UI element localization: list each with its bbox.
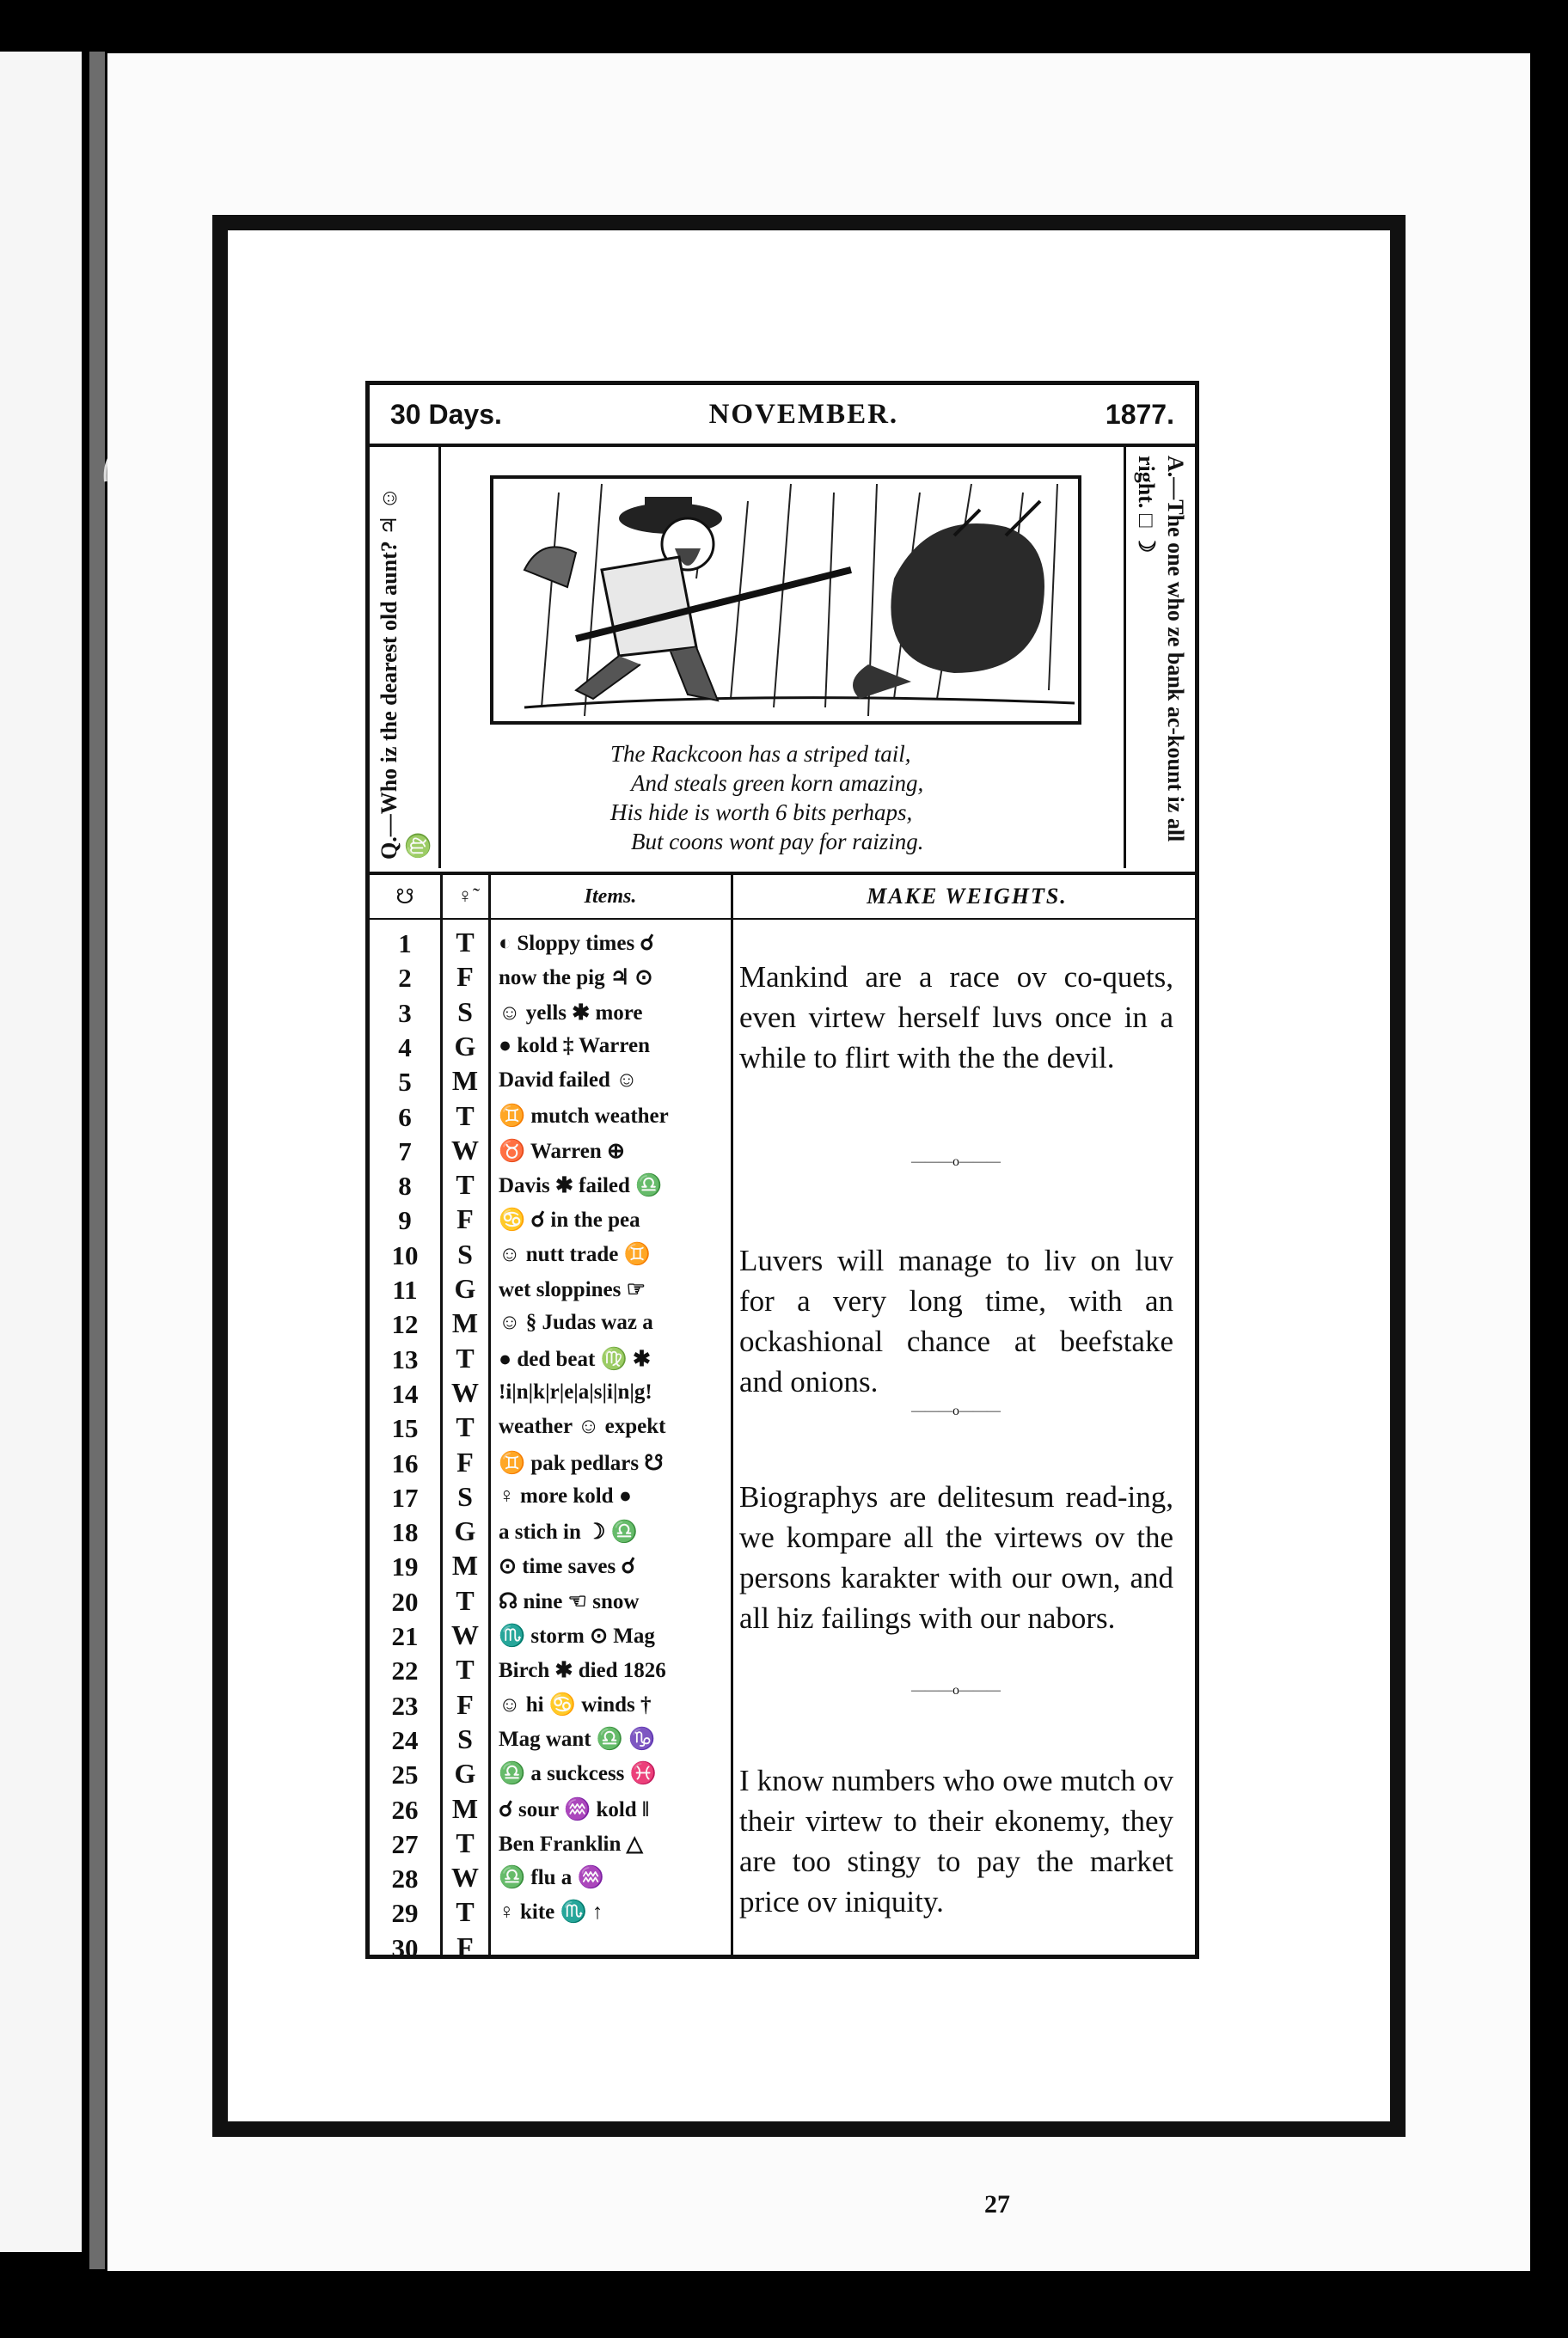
day-item: ☺ nutt trade ♊: [499, 1242, 651, 1266]
days-count: 30 Days.: [390, 398, 502, 430]
weekday-letter: T: [456, 1584, 475, 1616]
weekday-letter: W: [451, 1619, 479, 1650]
day-item: David failed ☺: [499, 1068, 638, 1092]
weekday-letter: G: [454, 1273, 476, 1304]
day-number: 4: [398, 1031, 412, 1062]
day-number: 10: [391, 1239, 419, 1270]
almanac-panel: [365, 381, 1199, 1963]
day-number: 28: [391, 1864, 419, 1894]
calendar-section: [370, 872, 1195, 1963]
day-item: ☊ nine ☜ snow: [499, 1589, 640, 1613]
weekday-letter: T: [456, 927, 475, 958]
weekday-letter: F: [456, 1446, 474, 1478]
weekday-letter: F: [456, 1688, 474, 1720]
separator: ———o———: [911, 1154, 1001, 1169]
day-item: ☺ hi ♋ winds †: [499, 1692, 652, 1717]
weekday-letter: M: [451, 1550, 479, 1582]
weekday-letter: S: [457, 1480, 473, 1512]
day-item: ♎ flu a ♒: [499, 1866, 604, 1890]
poem-line: The Rackcoon has a striped tail,: [610, 741, 911, 767]
weekday-letter: F: [456, 1931, 474, 1962]
day-number: 13: [391, 1343, 419, 1374]
weekday-header: ♀̃: [457, 884, 473, 908]
day-number: 26: [391, 1794, 419, 1825]
column-divider: [488, 875, 491, 1955]
weekday-letter: T: [456, 1827, 475, 1858]
day-item: now the pig ♃ ⊙: [499, 966, 653, 990]
day-item: ☺ yells ✱ more: [499, 1001, 643, 1025]
day-number: 2: [398, 963, 412, 994]
day-number: 6: [398, 1101, 412, 1132]
day-item: ☌ sour ♒ kold ‖: [499, 1797, 650, 1821]
day-item: ♎ a suckcess ♓: [499, 1762, 657, 1786]
weekday-letter: M: [451, 1065, 479, 1097]
month-title: NOVEMBER.: [708, 398, 899, 430]
day-item: wet sloppines ☞: [499, 1278, 646, 1301]
adjacent-page: [0, 52, 82, 2252]
weekday-letter: W: [451, 1376, 479, 1408]
day-number: 14: [391, 1378, 419, 1409]
raccoon-hunter-engraving: [490, 475, 1081, 725]
poem-line: But coons wont pay for raizing.: [631, 829, 924, 854]
day-item: ⊙ time saves ☌: [499, 1555, 636, 1579]
make-weights-paragraph: Mankind are a race ov co-quets, even virtew herself luvs once in a while to flirt with the the devil.: [739, 960, 1173, 1074]
day-number: 30: [391, 1932, 419, 1963]
day-number: 23: [391, 1690, 419, 1721]
separator: ———o———: [911, 1404, 1001, 1418]
items-header: Items.: [584, 884, 637, 908]
day-item: ☺ § Judas waz a: [499, 1311, 653, 1335]
day-number: 29: [391, 1898, 419, 1929]
page-number: 27: [984, 2190, 1010, 2219]
page-border-frame: [212, 215, 1406, 2219]
day-number: 19: [391, 1552, 419, 1582]
weekday-letter: T: [456, 1411, 475, 1443]
make-weights-paragraph: Luvers will manage to liv on luv for a very long time, with an ockashional chance at beefstake and onions.: [739, 1244, 1173, 1399]
weekday-letter: T: [456, 1654, 475, 1686]
day-number: 25: [391, 1760, 419, 1790]
day-number: 18: [391, 1517, 419, 1548]
separator: ———o———: [911, 1683, 1001, 1698]
make-weights-paragraph: I know numbers who owe mutch ov their virtew to their ekonemy, they are too stingy to pay the market price ov iniquity.: [739, 1764, 1173, 1919]
weekday-letter: M: [451, 1792, 479, 1824]
day-number: 16: [391, 1447, 419, 1478]
day-number: 21: [391, 1621, 419, 1651]
weekday-letter: M: [451, 1307, 479, 1339]
day-item: ♉ Warren ⊕: [499, 1139, 625, 1163]
day-item: weather ☺ expekt: [499, 1415, 666, 1439]
weekday-letter: F: [456, 961, 474, 993]
day-item: ♊ mutch weather: [499, 1104, 669, 1128]
day-item: Ben Franklin △: [499, 1832, 643, 1856]
day-number: 1: [398, 928, 412, 958]
day-item: !i|n|k|r|e|a|s|i|n|g!: [499, 1380, 652, 1404]
day-number: 27: [391, 1828, 419, 1859]
day-item: a stich in ☽ ♎: [499, 1521, 638, 1545]
day-number: 20: [391, 1586, 419, 1617]
day-number: 7: [398, 1135, 412, 1166]
poem-line: His hide is worth 6 bits perhaps,: [610, 799, 913, 825]
weekday-letter: T: [456, 1169, 475, 1201]
day-number: 22: [391, 1656, 419, 1686]
poem: [456, 739, 1109, 856]
day-number: 11: [392, 1275, 418, 1305]
poem-line: And steals green korn amazing,: [631, 770, 924, 796]
day-number: 3: [398, 997, 412, 1028]
day-number: 12: [391, 1309, 419, 1340]
book-spine: [89, 52, 105, 2269]
day-item: ♋ ☌ in the pea: [499, 1209, 640, 1233]
day-item: ♏ storm ⊙ Mag: [499, 1625, 655, 1648]
day-item: Davis ✱ failed ♎: [499, 1174, 663, 1198]
day-number: 15: [391, 1413, 419, 1444]
weekday-letter: T: [456, 1099, 475, 1131]
day-number: 5: [398, 1067, 412, 1098]
day-item: Mag want ♎ ♑: [499, 1727, 656, 1751]
day-item: ◐ Sloppy times ☌: [499, 932, 655, 955]
day-number: 24: [391, 1724, 419, 1755]
year: 1877.: [1105, 398, 1174, 430]
weekday-letter: S: [457, 995, 473, 1027]
day-item: Birch ✱ died 1826: [499, 1659, 666, 1683]
weekday-letter: F: [456, 1203, 474, 1235]
weekday-letter: T: [456, 1896, 475, 1928]
weekday-letter: W: [451, 1134, 479, 1166]
day-item: ● kold ‡ Warren: [499, 1033, 651, 1057]
weekday-letter: T: [456, 1342, 475, 1374]
day-item: ♀ kite ♏ ↑: [499, 1900, 603, 1925]
column-divider: [731, 875, 733, 1955]
weekday-letter: S: [457, 1723, 473, 1754]
weekday-letter: G: [454, 1515, 476, 1547]
answer-text: A.—The one who ze bank ac-kount iz all right. □ ☽: [1134, 456, 1188, 842]
day-item: ♀ more kold ●: [499, 1484, 632, 1508]
day-item: ● ded beat ♍ ✱: [499, 1347, 651, 1371]
question-column: [370, 447, 441, 868]
question-text: Q.—Who iz the dearest old aunt? ♃ ☺ ♍: [377, 487, 431, 860]
day-number-header: ☋: [395, 885, 414, 909]
weekday-letter: G: [454, 1030, 476, 1062]
weekday-letter: S: [457, 1238, 473, 1270]
day-number: 9: [398, 1205, 412, 1236]
day-number: 8: [398, 1171, 412, 1202]
weekday-letter: G: [454, 1758, 476, 1790]
almanac-header: [370, 385, 1195, 447]
make-weights-title: MAKE WEIGHTS.: [867, 884, 1068, 909]
weekday-letter: W: [451, 1862, 479, 1894]
day-number: 17: [391, 1482, 419, 1513]
answer-column: [1124, 447, 1195, 868]
make-weights-paragraph: Biographys are delitesum read-ing, we kompare all the virtews ov the persons karakter with our own, and all hiz failings with our nabors.: [739, 1480, 1173, 1635]
day-item: ♊ pak pedlars ☋: [499, 1451, 664, 1475]
